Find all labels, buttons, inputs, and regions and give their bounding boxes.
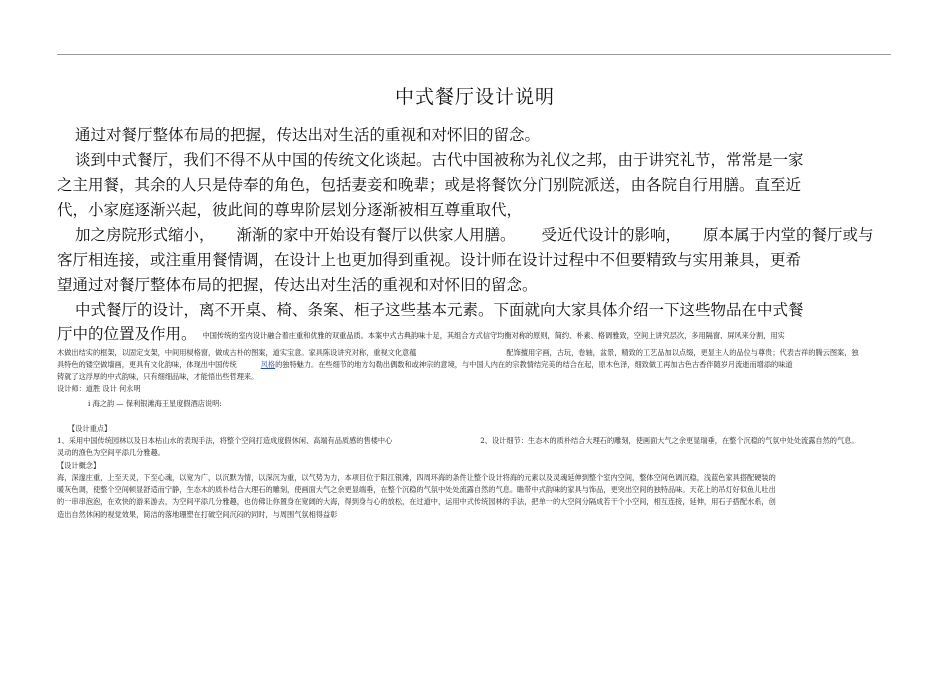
small-line-3a: 具特色的镂空做墙画，更具有文化韵味，体现出中国传统 [57,360,237,369]
design-concept-line-1: 海，深邃庄重，上至天灵，下至心魂，以宽为广，以沉默为情，以深沉为重，以气势为力，本项目位于阳江银滩，四周环海的条件让整个设计将海的元素以及灵魂延伸到整个室内空间，整体空间色调沉稳，浅蓝色家具搭配硬装的 [57,473,776,482]
paragraph-3-line-3: 望通过对餐厅整体布局的把握，传达出对生活的重视和对怀旧的留念。 [57,276,538,294]
designer-credit: 设计师：道胜 设计 何永明 [57,384,141,393]
paragraph-3-part-a: 加之房院形式缩小， [75,226,215,244]
small-line-3b: 的独特魅力。在些细节的地方勾勒出偶数和或神宗的意境，与中国人内在的宗教情结完美的结合在起，原木色泽，细致做工再加古色古香伴随岁月流逝而增添的味道 [275,360,793,369]
design-focus-item-1: 1、采用中国传统园林以及日本枯山水的表现手法，将整个空间打造成度假休闲、高端有品质感的售楼中心 [57,436,393,445]
paragraph-3-part-d: 原本属于内堂的餐厅或与 [703,226,874,244]
small-line-4: 铸就了这浮厚的中式韵味，只有细细品味，才能悟出些哲理来。 [57,372,259,381]
paragraph-2-line-1: 谈到中式餐厅，我们不得不从中国的传统文化谈起。古代中国被称为礼仪之邦，由于讲究礼节，常常是一家 [75,151,804,169]
page-title: 中式餐厅设计说明 [394,86,555,108]
paragraph-3-part-c: 受近代设计的影响， [541,226,682,244]
paragraph-1: 通过对餐厅整体布局的把握，传达出对生活的重视和对怀旧的留念。 [75,126,541,144]
paragraph-4-text: 厅中的位置及作用。 [57,325,197,343]
design-concept-line-4: 造出自然休闲的视觉效果，简洁的落地珊塑在打破空间沉闷的同时，与周围气氛相得益彰 [57,510,338,519]
top-divider [57,54,891,55]
small-line-2a: 木做出结实的框架，以固定支架，中间用棂格窗，做成古朴的图案，道实宝意。家具陈设讲究对称，重视文化意蕴 [57,348,417,357]
paragraph-4-line-2 [57,323,785,347]
paragraph-3-line-1 [57,224,874,246]
design-concept-line-2: 暖灰色调，使整个空间顿显舒适而宁静，生态木的质朴结合大理石的雕刻，使画面大气之余更显端垂，在整个沉稳的气氛中处处流露自然的气息。瞻带中式韵味的家具与饰品，更突出空间的独特品味。天花上的吊灯好似鱼儿吐出 [57,485,776,494]
small-line-2b: 配饰擅用字画，古玩，卷轴，盆景，精致的工艺品加以点缀，更显主人的品位与尊贵；代表吉祥的腾云图案，独 [506,348,859,357]
design-focus-line-2: 灵动的渔色为空间平添几分雅趣。 [57,448,165,457]
small-line-3 [57,359,793,370]
design-concept-line-3: 的一串串泡泡，在欢快的游来游去，为空间平添几分雅趣，也仿佛让你置身在宽阔的大海，得到身与心的放松，在过道中，运用中式传统园林的手法，把单一的大空间分隔成若干个小空间，相互连接，延伸，用石子搭配水系，创 [57,497,776,506]
design-concept-heading: 【设计概念】 [57,461,101,470]
design-focus-heading: 【设计重点】 [68,424,112,433]
design-focus-item-2: 2、设计细节：生态木的质朴结合大理石的雕刻，使画面大气之余更显瑞垂，在整个沉稳的气氛中处处流露自然的气息。 [480,436,859,445]
paragraph-3-part-b: 渐渐的家中开始设有餐厅以供家人用膳。 [236,226,516,244]
paragraph-2-line-3: 代，小家庭逐渐兴起，彼此间的尊卑阶层划分逐渐被相互尊重取代， [57,201,523,219]
paragraph-2-line-2: 之主用餐，其余的人只是侍奉的角色，包括妻妾和晚辈；或是将餐饮分门别院派送，由各院自行用膳。直至近 [57,176,802,194]
small-line-2 [57,347,859,358]
design-focus-line-1 [57,435,859,446]
small-text-inline: 中国传统的室内设计融合着庄重和优雅的双重品质。本案中式古典韵味十足，其组合方式信守均衡对称的原则，简约、朴素、格调雅致，空间上讲究层次，多用隔窗、屏风来分割，用实 [202,331,785,340]
paragraph-4-line-1: 中式餐厅的设计，离不开桌、椅、条案、柜子这些基本元素。下面就向大家具体介绍一下这些物品在中式餐 [75,301,804,319]
style-link[interactable]: 风格 [260,360,276,369]
paragraph-3-line-2: 客厅相连接，或注重用餐情调，在设计上也更加得到重视。设计师在设计过程中不但要精致与实用兼具，更希 [57,251,802,269]
hotel-subtitle: i 海之韵 — 保利银滩海王星度假酒店说明: [88,399,222,408]
